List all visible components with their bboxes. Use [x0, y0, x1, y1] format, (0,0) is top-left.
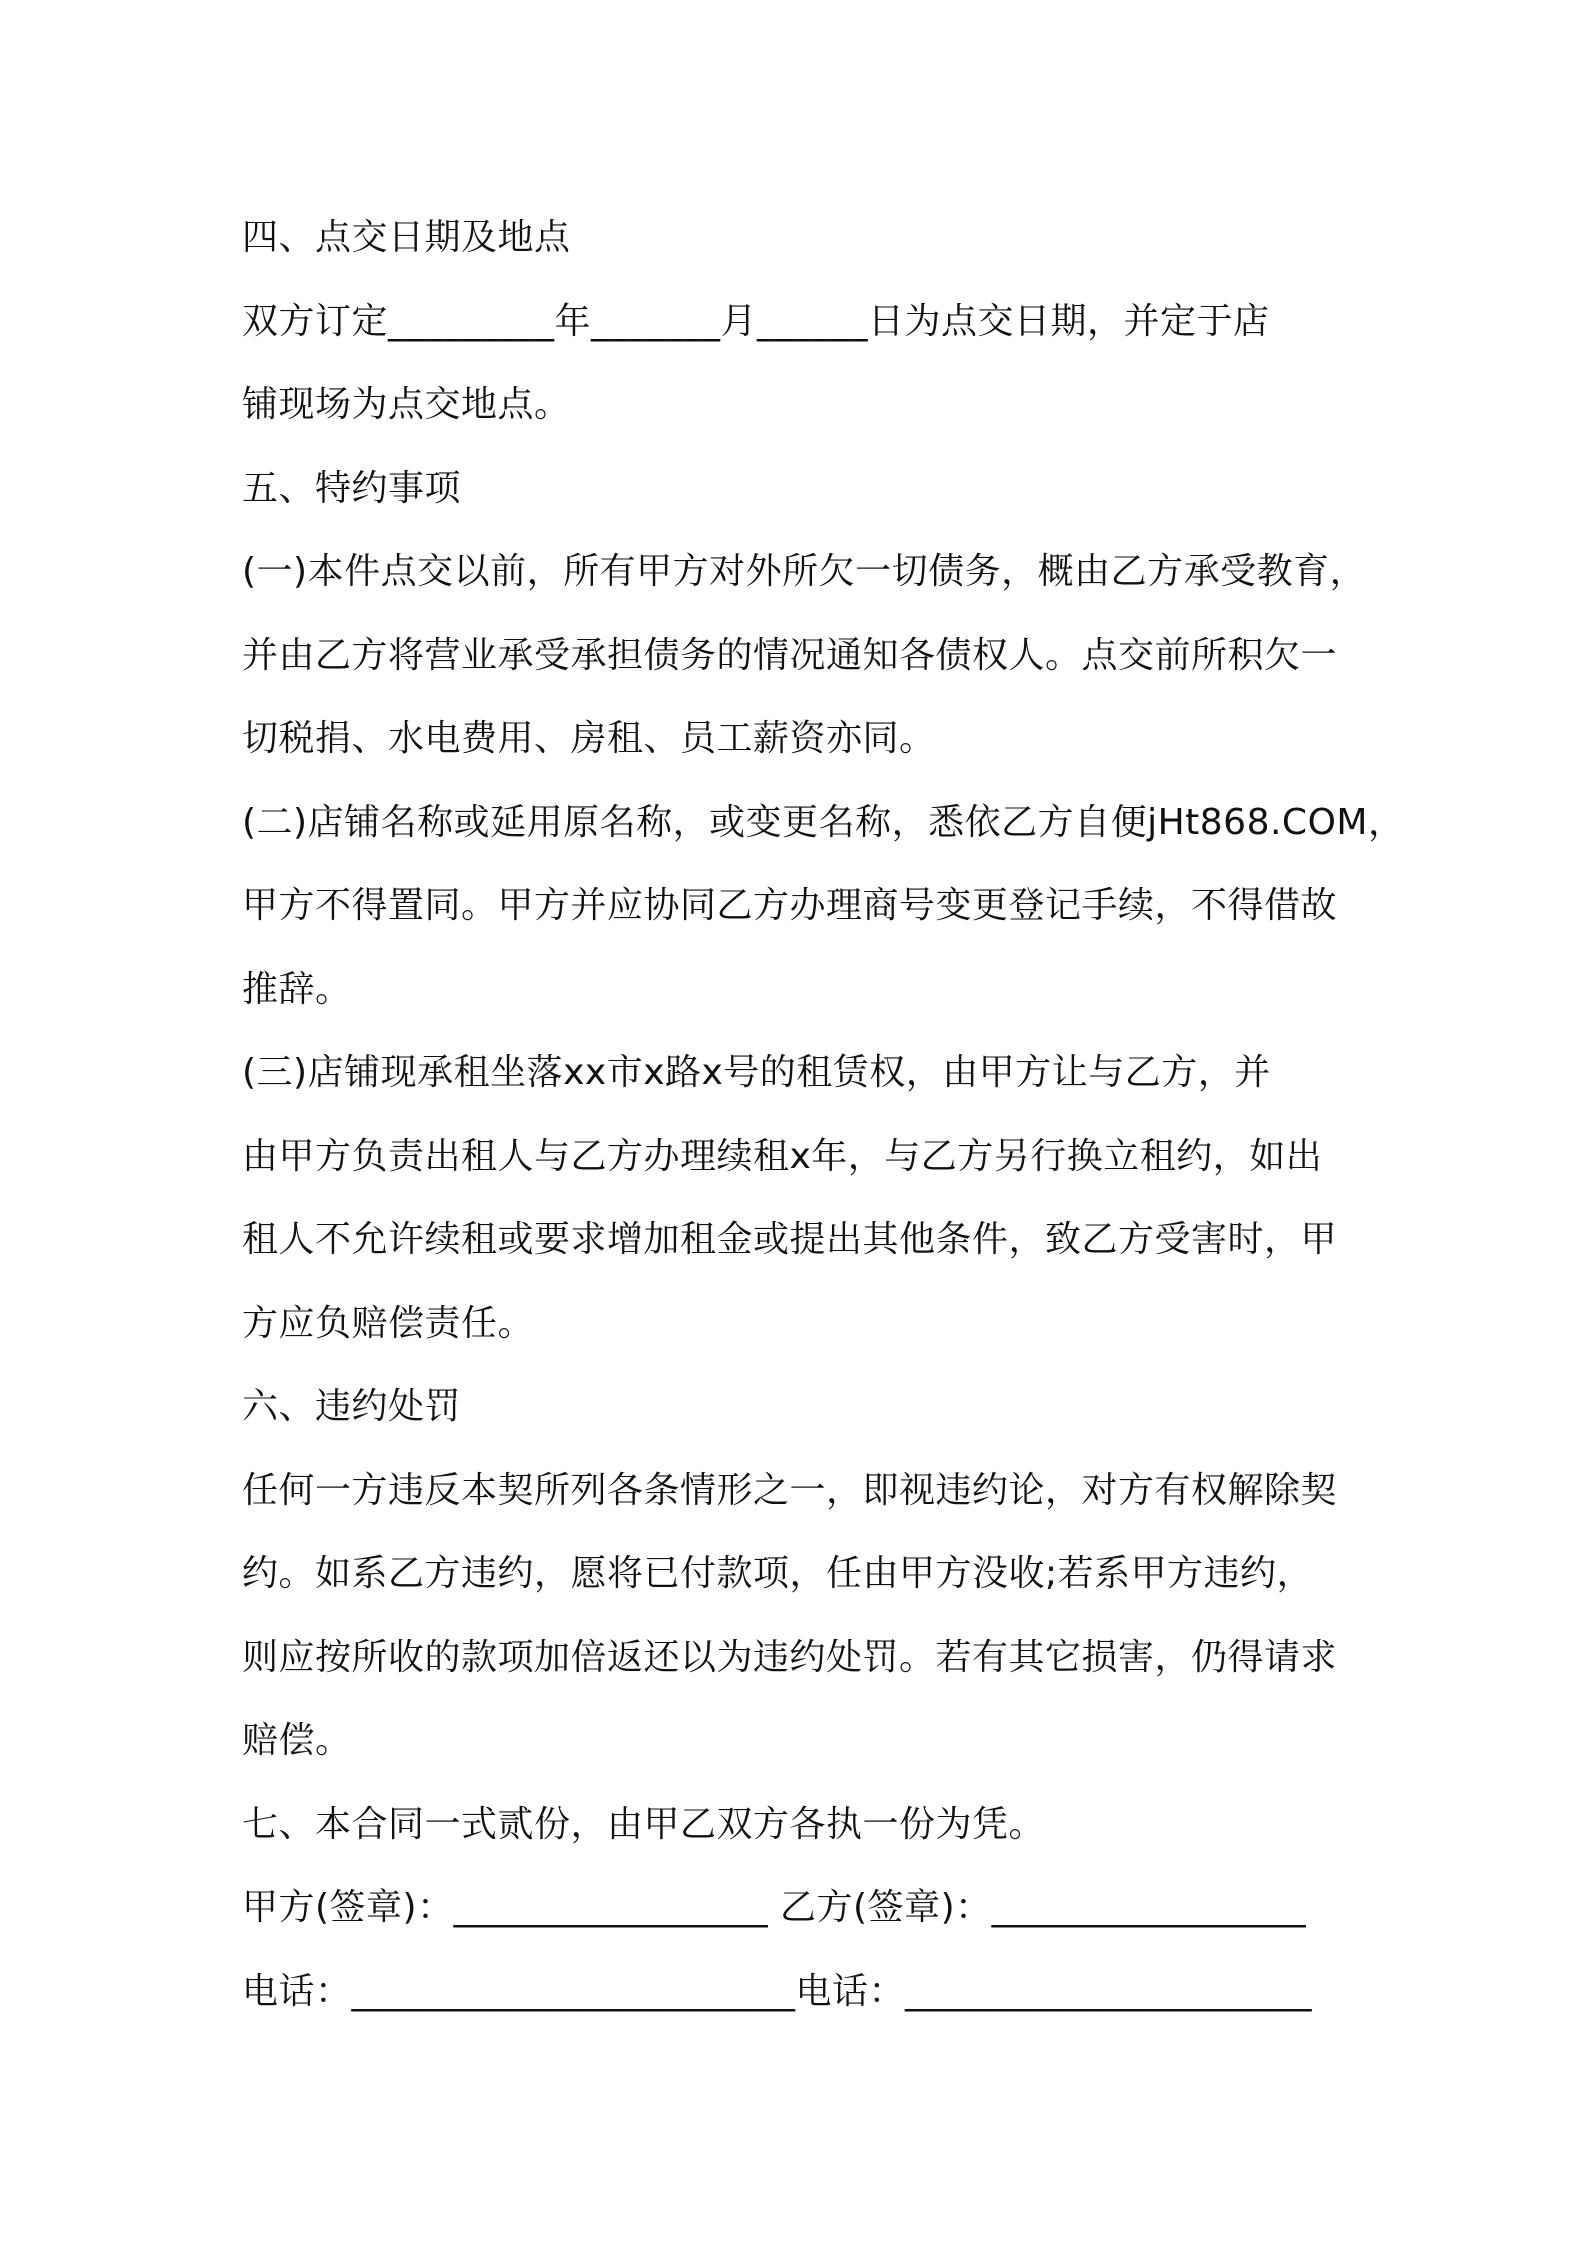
section-heading-delivery: 四、点交日期及地点 — [242, 217, 571, 258]
section-heading-breach: 六、违约处罚 — [242, 1386, 462, 1427]
paragraph-line: 推辞。 — [242, 968, 352, 1010]
phone-line: 电话：________________________电话：______________________ — [242, 1970, 1313, 2012]
section-heading-special-terms: 五、特约事项 — [242, 467, 462, 509]
paragraph-line: 切税捐、水电费用、房租、员工薪资亦同。 — [242, 718, 936, 759]
paragraph-line: 并由乙方将营业承受承担债务的情况通知各债权人。点交前所积欠一 — [242, 634, 1338, 676]
paragraph-line: 双方订定_________年_______月______日为点交日期，并定于店 — [242, 300, 1270, 342]
paragraph-line: 赔偿。 — [242, 1720, 352, 1761]
paragraph-line: 铺现场为点交地点。 — [242, 384, 571, 425]
paragraph-line: 甲方不得置同。甲方并应协同乙方办理商号变更登记手续，不得借故 — [242, 885, 1338, 926]
paragraph-line: 租人不允许续租或要求增加租金或提出其他条件，致乙方受害时，甲 — [242, 1219, 1338, 1260]
section-heading-copies: 七、本合同一式贰份，由甲乙双方各执一份为凭。 — [242, 1803, 1046, 1845]
paragraph-line: 则应按所收的款项加倍返还以为违约处罚。若有其它损害，仍得请求 — [242, 1636, 1338, 1678]
paragraph-line: 任何一方违反本契所列各条情形之一，即视违约论，对方有权解除契 — [242, 1469, 1338, 1511]
paragraph-line: 由甲方负责出租人与乙方办理续租x年，与乙方另行换立租约，如出 — [242, 1135, 1323, 1177]
paragraph-line: (一)本件点交以前，所有甲方对外所欠一切债务，概由乙方承受教育， — [242, 551, 1367, 592]
signature-line: 甲方(签章)：_________________ 乙方(签章)：_________________ — [242, 1887, 1307, 1928]
paragraph-line: (二)店铺名称或延用原名称，或变更名称，悉依乙方自便jHt868.COM， — [242, 801, 1405, 843]
paragraph-line: 方应负赔偿责任。 — [242, 1302, 535, 1344]
paragraph-line: (三)店铺现承租坐落xx市x路x号的租赁权，由甲方让与乙方，并 — [242, 1052, 1271, 1093]
contract-body — [242, 196, 1405, 2033]
paragraph-line: 约。如系乙方违约，愿将已付款项，任由甲方没收;若系甲方违约， — [242, 1553, 1314, 1594]
